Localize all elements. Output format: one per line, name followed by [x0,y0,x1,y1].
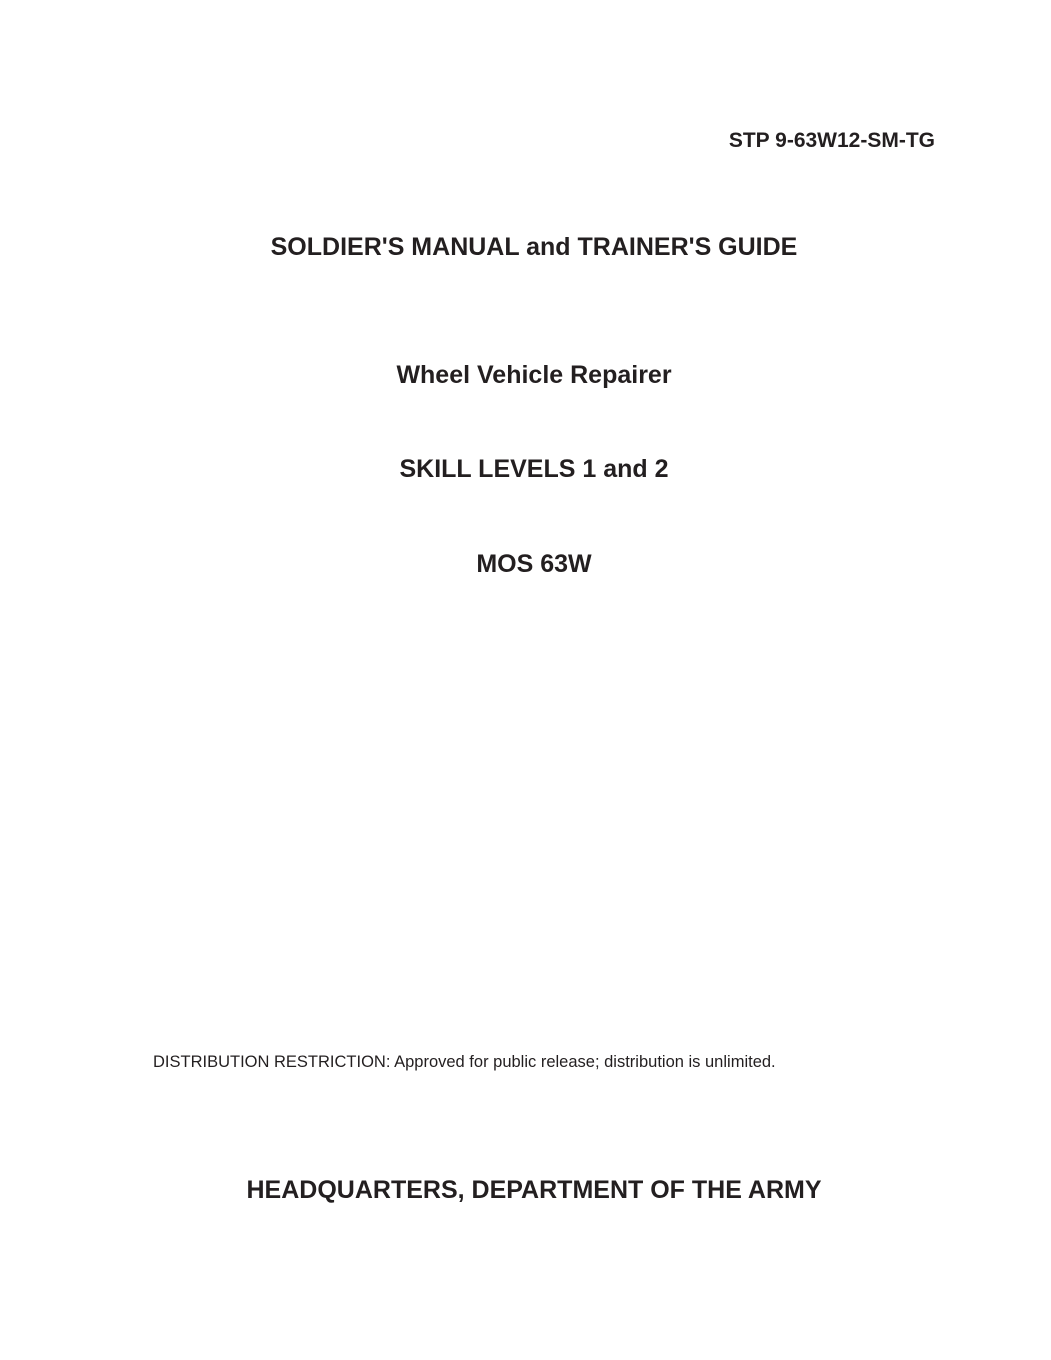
document-number: STP 9-63W12-SM-TG [728,129,935,152]
distribution-restriction: DISTRIBUTION RESTRICTION: Approved for public release; distribution is unlimited. [153,1053,776,1071]
issuing-headquarters: HEADQUARTERS, DEPARTMENT OF THE ARMY [246,1176,822,1204]
mos-code: MOS 63W [476,550,592,578]
document-subtitle: Wheel Vehicle Repairer [396,361,672,389]
skill-levels: SKILL LEVELS 1 and 2 [399,455,669,483]
document-title: SOLDIER'S MANUAL and TRAINER'S GUIDE [270,233,798,261]
